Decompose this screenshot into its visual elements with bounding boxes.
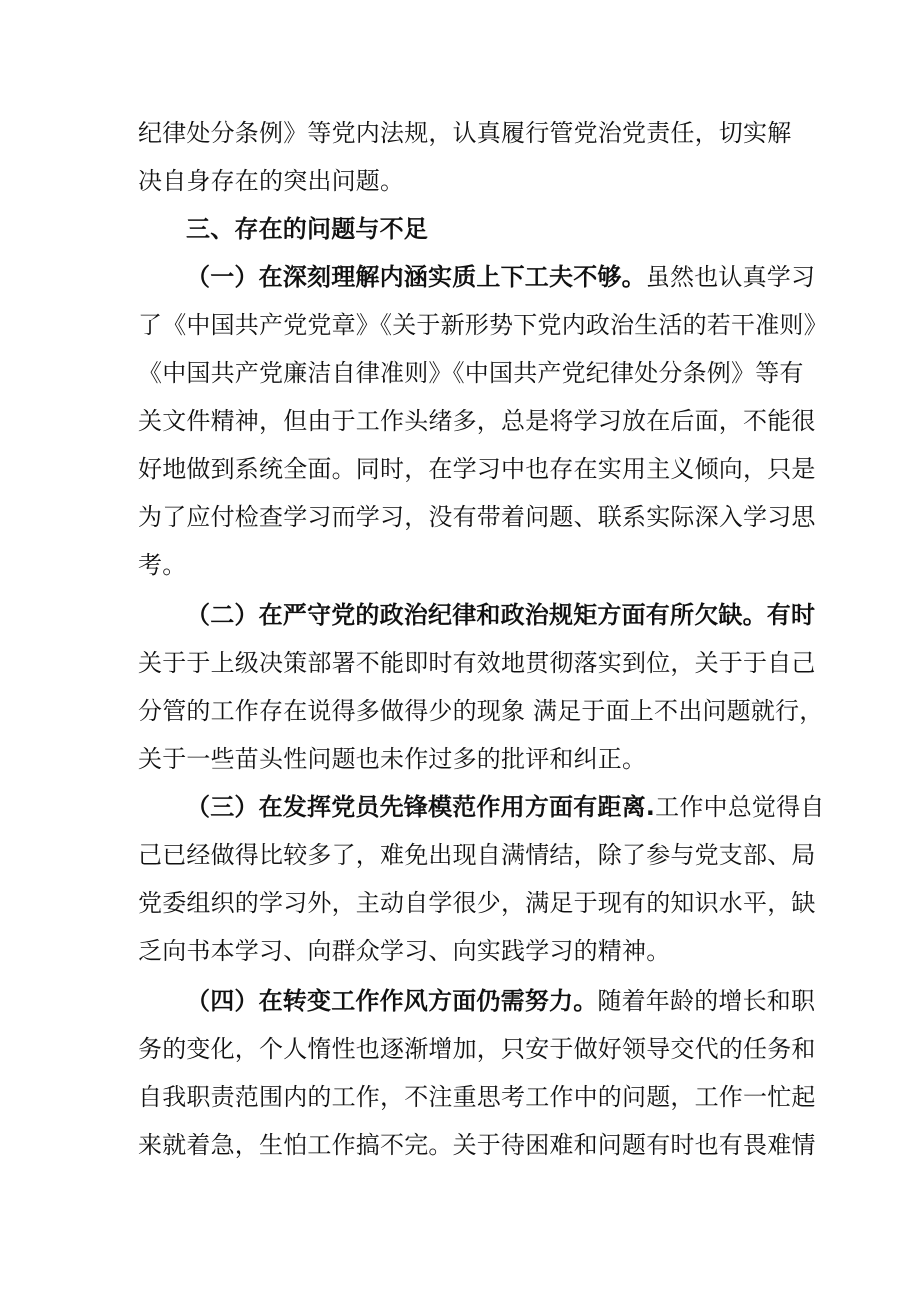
body-text-line: 分管的工作存在说得多做得少的现象 满足于面上不出问题就行， <box>138 697 824 725</box>
paragraph-heading-bold: （二）在严守党的政治纪律和政治规矩方面有所欠缺。有时 <box>186 601 816 629</box>
body-text-line: 关于一些苗头性问题也未作过多的批评和纠正。 <box>138 745 647 773</box>
paragraph-first-line <box>186 600 846 630</box>
paragraph-heading-bold: （三）在发挥党员先锋模范作用方面有距离. <box>186 793 656 821</box>
paragraph-first-line <box>186 792 846 822</box>
paragraph-text: 虽然也认真学习 <box>645 263 816 291</box>
body-text-line: 好地做到系统全面。同时，在学习中也存在实用主义倾向，只是 <box>138 455 816 483</box>
paragraph-first-line <box>186 986 846 1016</box>
body-text-line: 为了应付检查学习而学习，没有带着问题、联系实际深入学习思 <box>138 503 816 531</box>
body-text-line: 来就着急，生怕工作搞不完。关于待困难和问题有时也有畏难情 <box>138 1131 816 1159</box>
body-text-line: 党委组织的学习外，主动自学很少，满足于现有的知识水平，缺 <box>138 889 816 917</box>
body-text-line: 己已经做得比较多了，难免出现自满情结，除了参与党支部、局 <box>138 841 816 869</box>
paragraph-heading-bold: （四）在转变工作作风方面仍需努力。 <box>186 987 598 1015</box>
paragraph-text: 随着年龄的增长和职 <box>597 987 816 1015</box>
paragraph-first-line <box>186 262 846 292</box>
section-heading: 三、存在的问题与不足 <box>186 215 428 243</box>
body-text-line: 《中国共产党廉洁自律准则》《中国共产党纪律处分条例》等有 <box>138 359 804 387</box>
body-text-line: 关文件精神，但由于工作头绪多，总是将学习放在后面，不能很 <box>138 407 816 435</box>
body-text-line: 纪律处分条例》等党内法规，认真履行管党治党责任，切实解 <box>138 119 792 147</box>
body-text-line: 乏向书本学习、向群众学习、向实践学习的精神。 <box>138 937 671 965</box>
body-text-line: 考。 <box>138 551 187 579</box>
body-text-line: 关于于上级决策部署不能即时有效地贯彻落实到位，关于于自己 <box>138 649 816 677</box>
paragraph-heading-bold: （一）在深刻理解内涵实质上下工夫不够。 <box>186 263 646 291</box>
body-text-line: 决自身存在的突出问题。 <box>138 167 405 195</box>
body-text-line: 了《中国共产党党章》《关于新形势下党内政治生活的若干准则》 <box>138 311 828 339</box>
body-text-line: 自我职责范围内的工作，不注重思考工作中的问题，工作一忙起 <box>138 1083 816 1111</box>
body-text-line: 务的变化，个人惰性也逐渐增加，只安于做好领导交代的任务和 <box>138 1035 816 1063</box>
paragraph-text: 工作中总觉得自 <box>655 793 825 821</box>
